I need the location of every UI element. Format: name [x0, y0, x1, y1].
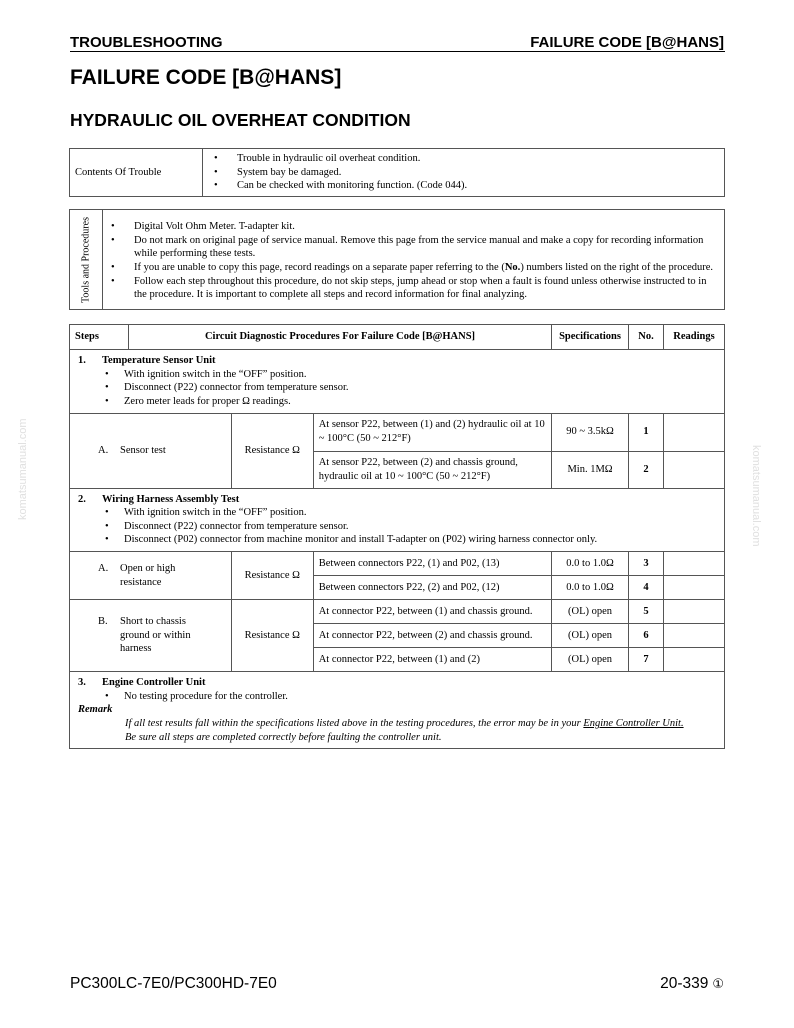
- table-row: [70, 600, 725, 624]
- footer-page: [660, 975, 724, 993]
- table-header-row: [70, 325, 725, 350]
- section-item: • Disconnect (P02) connector from machine monitor and install T-adapter on (P02) wiring harness connector only.: [100, 533, 719, 547]
- tools-item-text: If you are unable to copy this page, record readings on a separate paper referring to the (: [134, 261, 505, 273]
- test-letter: B.: [98, 616, 108, 628]
- test-type: Resistance Ω: [231, 600, 313, 672]
- contents-item: • Can be checked with monitoring function. (Code 044).: [209, 179, 718, 193]
- procedure-cell: Between connectors P22, (1) and P02, (13): [313, 552, 551, 576]
- reading-cell[interactable]: [663, 451, 724, 488]
- section-item: • Zero meter leads for proper Ω readings.: [100, 395, 719, 409]
- section-item: • With ignition switch in the “OFF” position.: [100, 368, 719, 382]
- spec-cell: 90 ~ 3.5kΩ: [552, 413, 629, 451]
- header-rule: [70, 51, 725, 52]
- spec-cell: 0.0 to 1.0Ω: [552, 576, 629, 600]
- header-procedure: Circuit Diagnostic Procedures For Failure Code [B@HANS]: [128, 325, 551, 350]
- step-number: 1: [629, 413, 664, 451]
- header-failure-code: FAILURE CODE [B@HANS]: [530, 34, 724, 51]
- section-title-text: Engine Controller Unit: [102, 677, 206, 689]
- contents-item: • Trouble in hydraulic oil overheat condition.: [209, 152, 718, 166]
- section-title-text: Temperature Sensor Unit: [102, 355, 216, 366]
- tools-list: [106, 220, 720, 302]
- remark-text: [78, 717, 719, 744]
- reading-cell[interactable]: [663, 648, 724, 672]
- contents-items: [203, 149, 725, 197]
- contents-of-trouble-table: [69, 148, 725, 197]
- test-letter: A.: [98, 444, 109, 456]
- tools-label: Tools and Procedures: [80, 217, 92, 303]
- test-letter: A.: [98, 562, 109, 574]
- contents-label: Contents Of Trouble: [70, 149, 203, 197]
- tools-item: • Follow each step throughout this procedure, do not skip steps, jump ahead or stop when a fault is found unless otherwise instructed to in the procedure. It is important to complete all steps and record information for final analyzing.: [106, 275, 720, 302]
- procedure-cell: At connector P22, between (2) and chassis ground.: [313, 624, 551, 648]
- procedure-cell: At sensor P22, between (1) and (2) hydraulic oil at 10 ~ 100°C (50 ~ 212°F): [313, 413, 551, 451]
- spec-cell: Min. 1MΩ: [552, 451, 629, 488]
- header-no: No.: [629, 325, 664, 350]
- page-title: FAILURE CODE [B@HANS]: [70, 66, 342, 89]
- watermark-left: komatsumanual.com: [17, 418, 29, 520]
- procedure-cell: At sensor P22, between (2) and chassis ground, hydraulic oil at 10 ~ 100°C (50 ~ 212°F): [313, 451, 551, 488]
- tools-item: [106, 261, 720, 275]
- tools-item: • Do not mark on original page of service manual. Remove this page from the service manual and make a copy for recording information while performing these tests.: [106, 234, 720, 261]
- procedure-cell: Between connectors P22, (2) and P02, (12): [313, 576, 551, 600]
- section-item: • No testing procedure for the controller.: [100, 690, 719, 704]
- tools-item-text: ) numbers listed on the right of the procedure.: [520, 261, 714, 273]
- header-steps: Steps: [70, 325, 129, 350]
- section-number: 3.: [78, 677, 86, 689]
- step-number: 7: [629, 648, 664, 672]
- spec-cell: (OL) open: [552, 648, 629, 672]
- revision-mark: ①: [712, 976, 724, 991]
- reading-cell[interactable]: [663, 600, 724, 624]
- test-name-cell: [70, 600, 232, 672]
- test-name: Open or high resistance: [120, 562, 176, 588]
- step-number: 6: [629, 624, 664, 648]
- step-number: 2: [629, 451, 664, 488]
- diagnostic-procedures-table: [69, 324, 725, 749]
- reading-cell[interactable]: [663, 413, 724, 451]
- section-number: 1.: [78, 355, 86, 366]
- tools-item: • Digital Volt Ohm Meter. T-adapter kit.: [106, 220, 720, 234]
- section-number: 2.: [78, 493, 86, 505]
- section-title: [78, 493, 719, 507]
- reading-cell[interactable]: [663, 552, 724, 576]
- tools-item-bold: No.: [504, 261, 521, 273]
- section-item: • Disconnect (P22) connector from temperature sensor.: [100, 520, 719, 534]
- engine-controller-link[interactable]: Engine Controller Unit.: [583, 718, 684, 730]
- section-row: [70, 488, 725, 552]
- tools-label-cell: [70, 210, 103, 309]
- spec-cell: (OL) open: [552, 600, 629, 624]
- section-item: • Disconnect (P22) connector from temperature sensor.: [100, 381, 719, 395]
- procedure-cell: At connector P22, between (1) and (2): [313, 648, 551, 672]
- page-subtitle: HYDRAULIC OIL OVERHEAT CONDITION: [70, 110, 411, 130]
- section-title: [78, 676, 719, 690]
- table-row: [70, 552, 725, 576]
- remark-line: Be sure all steps are completed correctly before faulting the controller unit.: [125, 731, 442, 743]
- test-type: Resistance Ω: [231, 413, 313, 488]
- procedure-cell: At connector P22, between (1) and chassis ground.: [313, 600, 551, 624]
- step-number: 3: [629, 552, 664, 576]
- remark-line: If all test results fall within the specifications listed above in the testing procedures, the error may be in your: [125, 718, 584, 730]
- header-readings: Readings: [663, 325, 724, 350]
- test-name-cell: [70, 552, 232, 600]
- test-name-cell: [70, 413, 232, 488]
- reading-cell[interactable]: [663, 624, 724, 648]
- section-title-text: Wiring Harness Assembly Test: [102, 493, 240, 505]
- header-specifications: Specifications: [552, 325, 629, 350]
- step-number: 5: [629, 600, 664, 624]
- contents-item: • System bay be damaged.: [209, 166, 718, 180]
- spec-cell: (OL) open: [552, 624, 629, 648]
- test-type: Resistance Ω: [231, 552, 313, 600]
- header-section-title: TROUBLESHOOTING: [70, 34, 223, 51]
- tools-and-procedures-box: [69, 209, 725, 310]
- spec-cell: 0.0 to 1.0Ω: [552, 552, 629, 576]
- test-name: Short to chassis ground or within harness: [120, 616, 191, 655]
- section-row: [70, 350, 725, 414]
- watermark-right: komatsumanual.com: [750, 445, 762, 547]
- section-title: [78, 354, 719, 368]
- remark-label: Remark: [78, 704, 113, 716]
- step-number: 4: [629, 576, 664, 600]
- reading-cell[interactable]: [663, 576, 724, 600]
- page-number: 20-339: [660, 975, 709, 992]
- section-row: [70, 672, 725, 749]
- section-item: • With ignition switch in the “OFF” position.: [100, 506, 719, 520]
- table-row: [70, 413, 725, 451]
- footer-model: PC300LC-7E0/PC300HD-7E0: [70, 975, 277, 992]
- test-name: Sensor test: [120, 444, 166, 456]
